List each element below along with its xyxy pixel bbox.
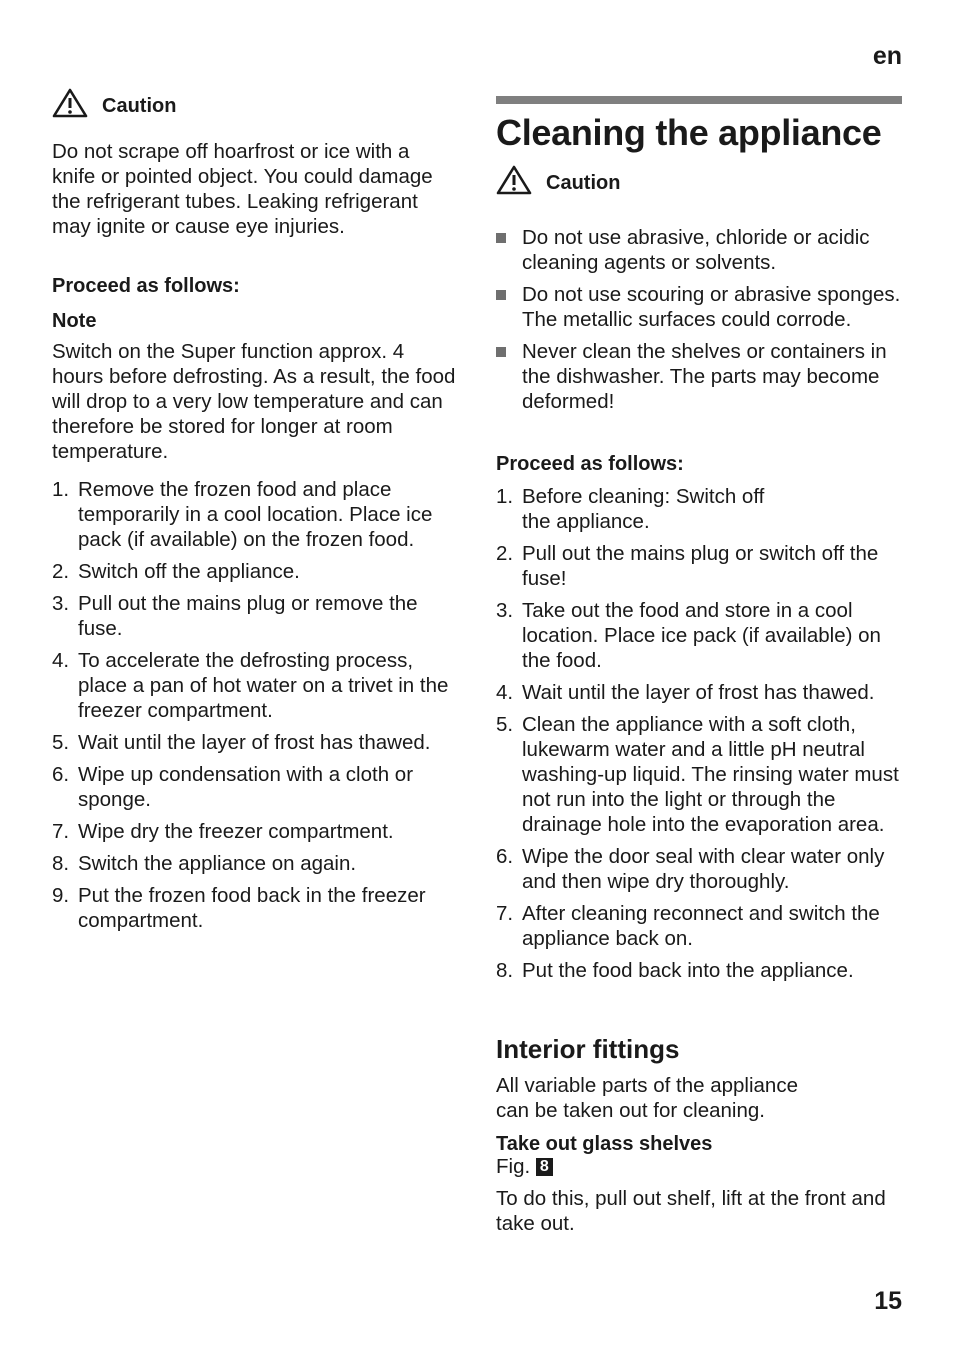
list-item: 3. Take out the food and store in a cool location. Place ice pack (if available) on the food. [496, 599, 881, 672]
list-item: 9. Put the frozen food back in the freezer compartment. [52, 884, 426, 932]
list-item: 4. To accelerate the defrosting process, place a pan of hot water on a trivet in the freezer compartment. [52, 649, 449, 722]
warning-triangle-icon [496, 165, 532, 195]
list-item: 2. Pull out the mains plug or switch off the fuse! [496, 542, 879, 590]
figure-label: Fig. [496, 1155, 531, 1178]
page-number: 15 [874, 1287, 902, 1315]
list-item: 5. Clean the appliance with a soft cloth, lukewarm water and a little pH neutral washing-up liquid. The rinsing water must not run into the light or through the drainage hole into the evaporation area. [496, 713, 899, 836]
list-item: 6. Wipe up condensation with a cloth or sponge. [52, 763, 414, 811]
list-item: 1. Remove the frozen food and place temporarily in a cool location. Place ice pack (if available) on the frozen food. [52, 478, 433, 551]
list-item: 1. Before cleaning: Switch off the appliance. [496, 485, 765, 533]
list-item: 8. Switch the appliance on again. [52, 852, 357, 875]
list-item: Do not use scouring or abrasive sponges. The metallic surfaces could corrode. [496, 282, 902, 332]
list-item: 4. Wait until the layer of frost has thawed. [496, 681, 875, 704]
glass-shelves-text: To do this, pull out shelf, lift at the front and take out. [496, 1187, 886, 1235]
list-item: 2. Switch off the appliance. [52, 560, 300, 583]
note-text: Switch on the Super function approx. 4 hours before defrosting. As a result, the food will drop to a very low temperature and can therefore be stored for longer at room temperature. [52, 340, 456, 463]
caution-bullets [496, 225, 902, 421]
caution-label: Caution [102, 95, 177, 117]
page-title: Cleaning the appliance [496, 112, 882, 153]
list-item: 3. Pull out the mains plug or remove the fuse. [52, 592, 418, 640]
list-item: Never clean the shelves or containers in the dishwasher. The parts may become deformed! [496, 339, 902, 414]
list-item: 5. Wait until the layer of frost has thawed. [52, 731, 431, 754]
note-label: Note [52, 310, 97, 332]
caution-text: Do not scrape off hoarfrost or ice with a knife or pointed object. You could damage the refrigerant tubes. Leaking refrigerant may ignite or cause eye injuries. [52, 140, 433, 238]
interior-fittings-heading: Interior fittings [496, 1034, 680, 1064]
interior-text: All variable parts of the appliance can be taken out for cleaning. [496, 1074, 798, 1122]
proceed-label: Proceed as follows: [52, 275, 240, 297]
language-code: en [872, 42, 902, 70]
figure-number-badge: 8 [536, 1158, 553, 1176]
caution-heading [52, 88, 176, 118]
list-item: 7. After cleaning reconnect and switch the appliance back on. [496, 902, 880, 950]
proceed-label: Proceed as follows: [496, 453, 684, 475]
warning-triangle-icon [52, 88, 88, 118]
glass-shelves-heading: Take out glass shelves [496, 1133, 713, 1155]
cleaning-steps [496, 484, 906, 990]
list-item: Do not use abrasive, chloride or acidic cleaning agents or solvents. [496, 225, 902, 275]
caution-label: Caution [546, 172, 621, 194]
list-item: 6. Wipe the door seal with clear water only and then wipe dry thoroughly. [496, 845, 885, 893]
figure-reference [496, 1154, 553, 1179]
list-item: 7. Wipe dry the freezer compartment. [52, 820, 394, 843]
section-rule [496, 96, 902, 104]
list-item: 8. Put the food back into the appliance. [496, 959, 854, 982]
caution-heading [496, 165, 620, 195]
defrost-steps [52, 477, 464, 940]
